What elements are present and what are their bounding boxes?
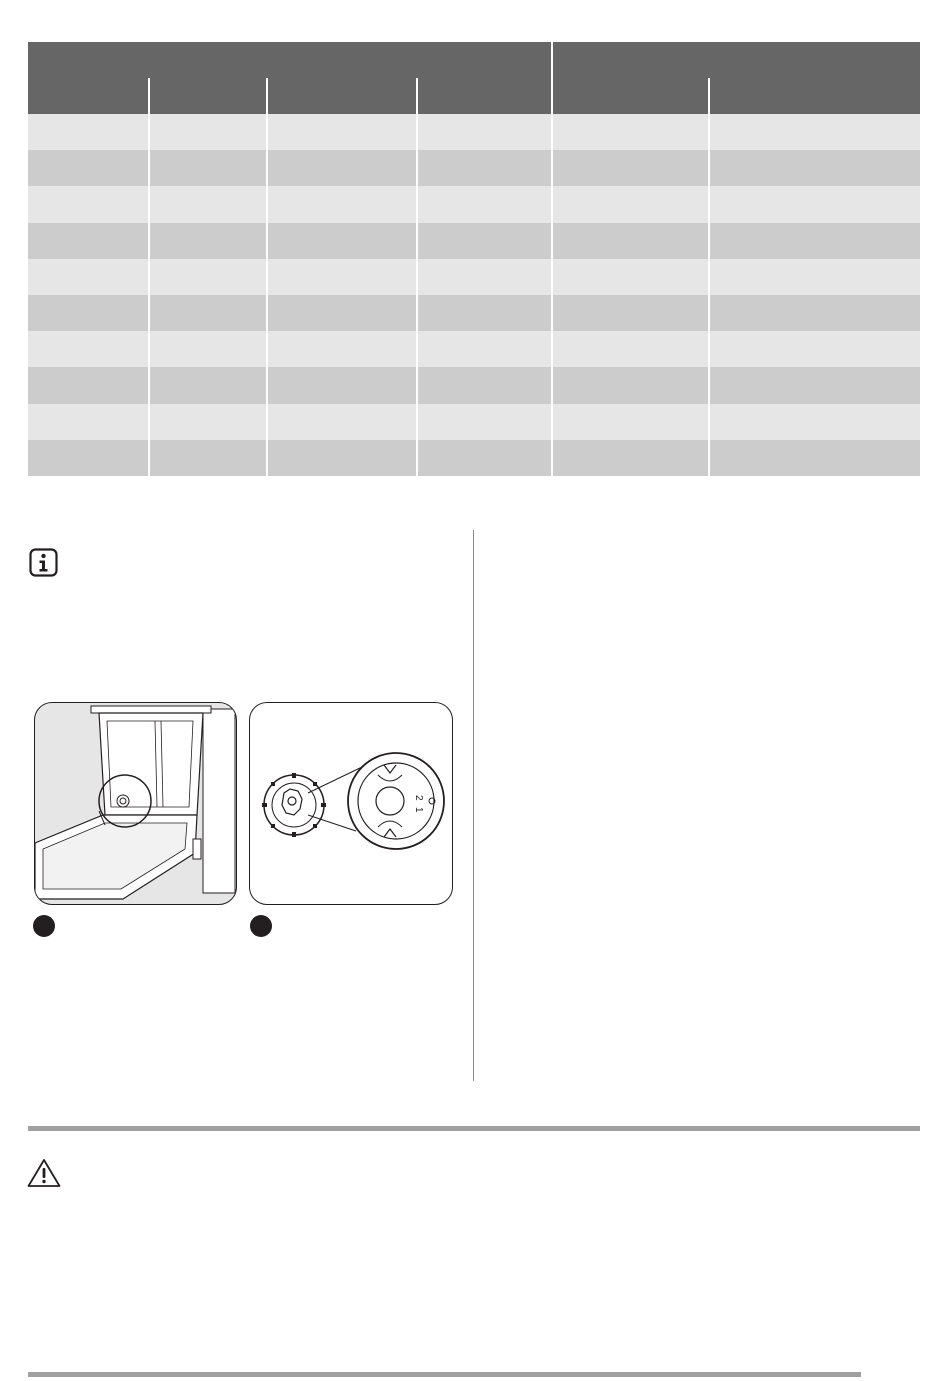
dishwasher-figure [34, 702, 237, 905]
table-cell [268, 367, 416, 404]
table-cell [553, 186, 708, 223]
info-icon [29, 548, 58, 577]
table-column-header [710, 78, 920, 114]
table-cell [710, 259, 920, 295]
table-cell [418, 259, 551, 295]
table-cell [268, 114, 416, 150]
table-cell [28, 150, 148, 186]
table-cell [553, 114, 708, 150]
table-cell [418, 223, 551, 259]
table-cell [710, 295, 920, 331]
table-cell [710, 223, 920, 259]
settings-table [28, 42, 920, 482]
table-cell [710, 404, 920, 440]
table-cell [268, 295, 416, 331]
table-cell [710, 150, 920, 186]
table-cell [418, 440, 551, 476]
table-cell [28, 367, 148, 404]
table-cell [28, 223, 148, 259]
table-cell [28, 404, 148, 440]
table-group-header [28, 42, 551, 78]
table-cell [710, 186, 920, 223]
table-cell [418, 186, 551, 223]
table-cell [268, 223, 416, 259]
table-cell [150, 295, 266, 331]
table-cell [150, 331, 266, 367]
table-cell [710, 367, 920, 404]
table-cell [28, 331, 148, 367]
table-group-header [553, 42, 920, 78]
table-cell [418, 114, 551, 150]
table-cell [553, 331, 708, 367]
table-cell [150, 223, 266, 259]
table-cell [418, 367, 551, 404]
table-cell [150, 186, 266, 223]
table-cell [150, 259, 266, 295]
table-cell [28, 295, 148, 331]
table-column-header [268, 78, 416, 114]
dial-label-2: 2 [413, 795, 424, 801]
table-cell [710, 114, 920, 150]
table-cell [553, 404, 708, 440]
table-cell [268, 259, 416, 295]
table-cell [553, 440, 708, 476]
dial-closeup-figure [249, 702, 453, 905]
table-cell [28, 259, 148, 295]
table-cell [710, 440, 920, 476]
table-cell [418, 404, 551, 440]
table-column-header [28, 78, 148, 114]
table-cell [150, 404, 266, 440]
table-cell [268, 150, 416, 186]
figure-number-1-badge [33, 915, 55, 937]
dial-label-1: 1 [413, 807, 424, 813]
table-cell [553, 150, 708, 186]
column-divider [473, 530, 474, 1081]
table-column-header [553, 78, 708, 114]
table-cell [418, 150, 551, 186]
warning-icon [27, 1158, 61, 1188]
table-cell [28, 186, 148, 223]
table-cell [28, 440, 148, 476]
figure-number-2-badge [250, 915, 272, 937]
table-cell [268, 186, 416, 223]
footer-divider [28, 1372, 861, 1377]
table-cell [150, 150, 266, 186]
table-cell [553, 259, 708, 295]
table-column-header [150, 78, 266, 114]
table-cell [268, 440, 416, 476]
table-cell [553, 367, 708, 404]
table-cell [418, 295, 551, 331]
table-cell [268, 404, 416, 440]
table-cell [268, 331, 416, 367]
table-cell [150, 114, 266, 150]
table-cell [150, 440, 266, 476]
table-cell [418, 331, 551, 367]
table-cell [553, 223, 708, 259]
table-cell [150, 367, 266, 404]
section-divider [28, 1126, 920, 1131]
table-cell [553, 295, 708, 331]
table-cell [710, 331, 920, 367]
table-column-header [418, 78, 551, 114]
table-cell [28, 114, 148, 150]
